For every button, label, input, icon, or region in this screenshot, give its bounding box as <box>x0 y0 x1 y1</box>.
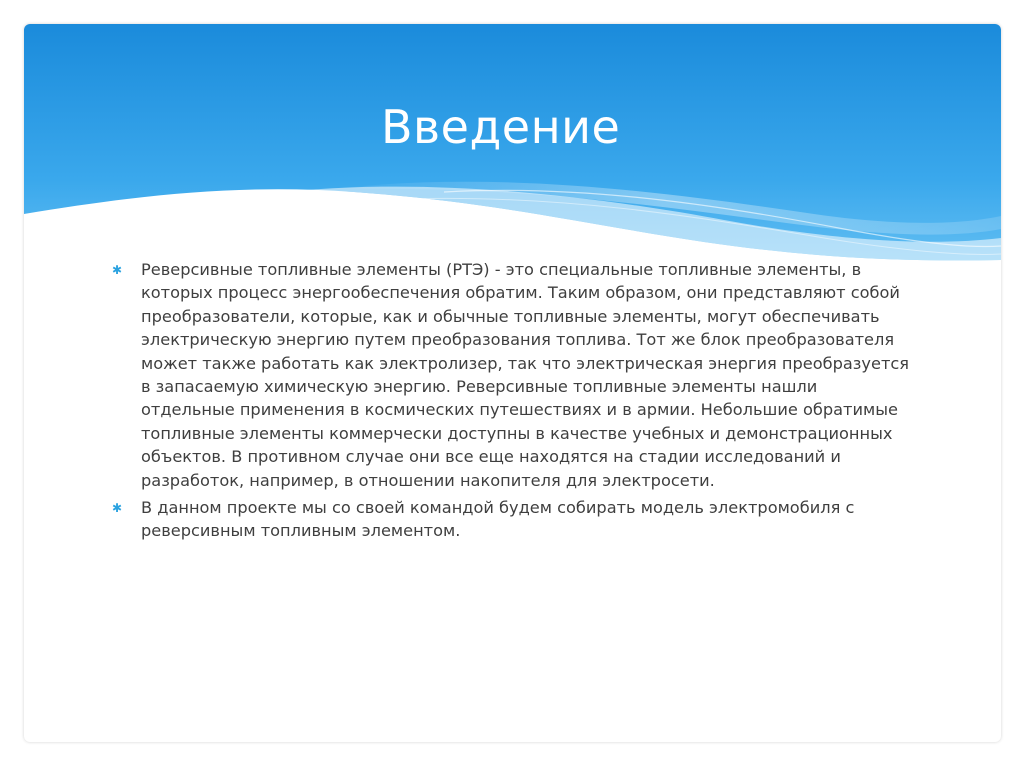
bullet-item <box>112 258 912 492</box>
asterisk-bullet-icon: ✱ <box>112 263 123 277</box>
asterisk-bullet-icon: ✱ <box>112 501 123 516</box>
bullet-text: В данном проекте мы со своей командой будем собирать модель электромобиля с реверсивным топливным элементом. <box>141 498 855 541</box>
bullet-item <box>112 496 912 543</box>
bullet-text: Реверсивные топливные элементы (РТЭ) - это специальные топливные элементы, в которых процесс энергообеспечения обратим. Таким образом, они представляют собой преобразователи, которые, как и обычные топливные элементы, могут обеспечивать электрическую энергию путем преобразования топлива. Тот же блок преобразователя может также работать как электролизер, так что электрическая энергия преобразуется в запасаемую химическую энергию. Реверсивные топливные элементы нашли отдельные применения в космических путешествиях и в армии. Небольшие обратимые топливные элементы коммерчески доступны в качестве учебных и демонстрационных объектов. В противном случае они все еще находятся на стадии исследований и разработок, например, в отношении накопителя для электросети. <box>141 260 910 490</box>
slide-title: Введение <box>381 100 621 154</box>
bullet-list <box>112 258 912 547</box>
slide <box>24 24 1001 742</box>
header-wave-background <box>24 24 1001 284</box>
